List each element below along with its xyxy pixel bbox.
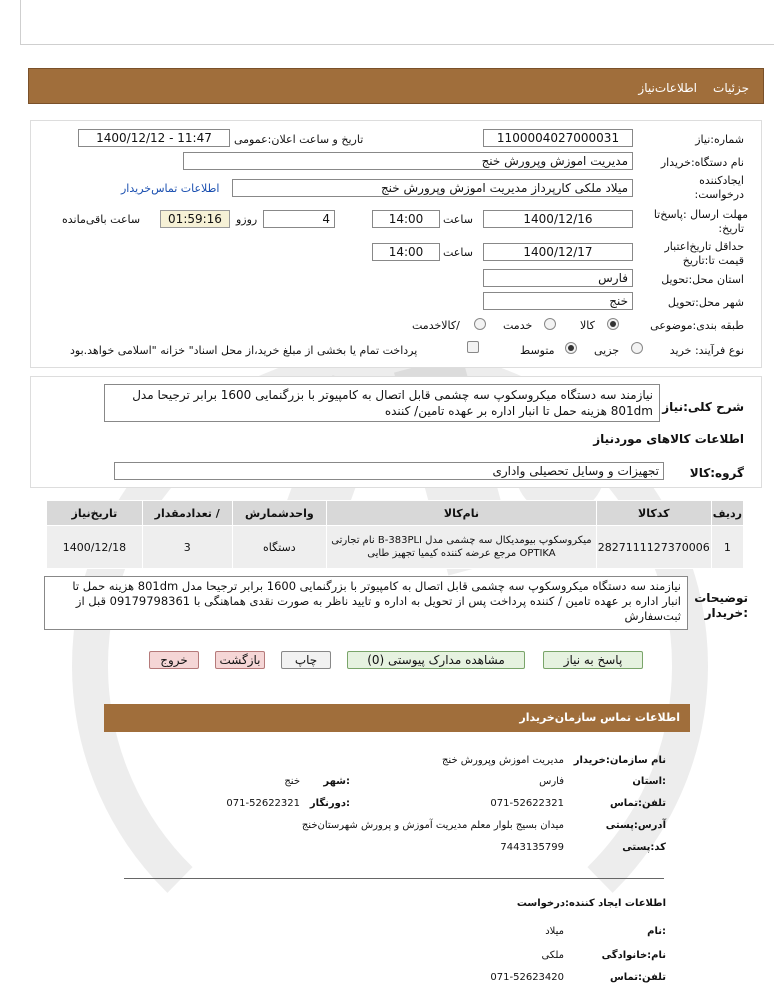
reply-button[interactable]: پاسخ به نیاز bbox=[543, 651, 643, 669]
process-medium-label: متوسط bbox=[520, 344, 555, 357]
col-name: نام‌کالا bbox=[327, 501, 597, 526]
process-label: نوع فرآیند: خرید bbox=[669, 344, 744, 357]
cell-date: 1400/12/18 bbox=[47, 526, 143, 569]
contact-fax: 071-52622321 bbox=[226, 798, 300, 809]
page-divider bbox=[20, 44, 774, 45]
days-field: 4 bbox=[263, 210, 335, 228]
validity-label-2: قیمت تا:تاریخ bbox=[682, 254, 744, 267]
deadline-label: مهلت ارسال :پاسخ‌تا bbox=[653, 208, 748, 221]
col-unit: واحدشمارش bbox=[232, 501, 327, 526]
tab-details[interactable]: جزئیات bbox=[713, 81, 749, 95]
deadline-label-2: تاریخ: bbox=[718, 222, 744, 235]
creator-field: میلاد ملکی کارپرداز مدیریت اموزش وپرورش خنج bbox=[232, 179, 633, 197]
remaining-time-label: ساعت باقی‌مانده bbox=[62, 213, 141, 226]
deadline-hour-label: ساعت bbox=[443, 213, 473, 226]
back-button[interactable]: بازگشت bbox=[215, 651, 265, 669]
general-desc-label: شرح کلی:نیاز bbox=[662, 400, 744, 414]
goods-group-field: تجهیزات و وسایل تحصیلی واداری bbox=[114, 462, 664, 480]
contact-city: خنج bbox=[284, 776, 300, 787]
buyer-org-field: مدیریت اموزش وپرورش خنج bbox=[183, 152, 633, 170]
contact-section-header bbox=[104, 704, 690, 732]
tab-header bbox=[28, 68, 764, 104]
contact-address: میدان بسیج بلوار معلم مدیریت آموزش و پرورش شهرستان‌خنج bbox=[301, 820, 564, 831]
need-number-field: 1100004027000031 bbox=[483, 129, 633, 147]
category-radio-goods-service[interactable] bbox=[474, 318, 486, 330]
category-label: طبقه بندی:موضوعی bbox=[650, 319, 744, 332]
province-field: فارس bbox=[483, 269, 633, 287]
col-row: ردیف bbox=[711, 501, 743, 526]
deadline-time-field: 14:00 bbox=[372, 210, 440, 228]
buyer-notes-field: نیازمند سه دستگاه میکروسکوپ سه چشمی قابل اتصال به کامپیوتر با بزرگنمایی 1600 برابر ترجیحا مدل 801dm هزینه حمل تا انبار اداره بر عهده تامین / کننده پرداخت پس از تحویل به اداره و تایید ناظر به صورت نقدی هماهنگی با 09179798361 قبل از ثبت‌سفارش bbox=[44, 576, 688, 630]
general-desc-field: نیازمند سه دستگاه میکروسکوپ سه چشمی قابل اتصال به کامپیوتر با بزرگنمایی 1600 برابر ترجیحا مدل 801dm هزینه حمل تا انبار اداره بر عهده تامین/ کننده bbox=[104, 384, 660, 422]
cell-name: میکروسکوپ بیومدیکال سه چشمی مدل B-383PLI نام تجارتی OPTIKA مرجع عرضه کننده کیمیا تجهیز طایی bbox=[327, 526, 597, 569]
treasury-checkbox[interactable] bbox=[467, 341, 479, 353]
process-minor-label: جزیی bbox=[594, 344, 620, 357]
creator-label-2: درخواست: bbox=[694, 188, 744, 201]
contact-postal: 7443135799 bbox=[500, 842, 564, 853]
process-radio-medium[interactable] bbox=[565, 342, 577, 354]
announce-label: تاریخ و ساعت اعلان:عمومی bbox=[234, 133, 364, 146]
buyer-notes-label-2: :خریدار bbox=[704, 606, 748, 620]
validity-label: حداقل تاریخ‌اعتبار bbox=[664, 240, 744, 253]
payment-note: پرداخت تمام یا بخشی از مبلغ خرید،از محل اسناد" خزانه "اسلامی خواهد.بود bbox=[70, 344, 418, 357]
buyer-notes-label: توضیحات bbox=[694, 591, 748, 605]
need-number-label: شماره:نیاز bbox=[695, 133, 744, 146]
province-label: استان محل:تحویل bbox=[661, 273, 744, 286]
remaining-time-field: 01:59:16 bbox=[160, 210, 230, 228]
creator-label: ایجادکننده bbox=[699, 174, 744, 187]
category-radio-goods[interactable] bbox=[607, 318, 619, 330]
cell-code: 2827111127370006 bbox=[596, 526, 711, 569]
creator-phone: 071-52623420 bbox=[490, 972, 564, 983]
creator-phone-label: تلفن:تماس bbox=[609, 972, 666, 983]
category-radio-service[interactable] bbox=[544, 318, 556, 330]
cell-row: 1 bbox=[711, 526, 743, 569]
buyer-org-label: نام دستگاه:خریدار bbox=[660, 156, 744, 169]
contact-fax-label: :دورنگار bbox=[309, 798, 350, 809]
col-code: کدکالا bbox=[596, 501, 711, 526]
creator-family-label: نام:خانوادگی bbox=[601, 950, 666, 961]
contact-postal-label: کد:پستی bbox=[622, 842, 666, 853]
contact-province-label: :استان bbox=[632, 776, 666, 787]
city-label: شهر محل:تحویل bbox=[667, 296, 744, 309]
validity-hour-label: ساعت bbox=[443, 246, 473, 259]
goods-title: اطلاعات کالاهای موردنیاز bbox=[593, 432, 744, 446]
table-row bbox=[47, 526, 744, 569]
contact-phone: 071-52622321 bbox=[490, 798, 564, 809]
col-qty: / تعدادمقدار bbox=[142, 501, 232, 526]
category-goods-service-label: /کالاخدمت bbox=[412, 319, 460, 332]
tab-need-info[interactable]: اطلاعات‌نیاز bbox=[638, 81, 697, 95]
creator-family: ملکی bbox=[541, 950, 564, 961]
contact-org-label: نام سازمان:خریدار bbox=[573, 755, 666, 766]
page-border bbox=[20, 0, 21, 44]
attachments-button[interactable]: مشاهده مدارک پیوستی (0) bbox=[347, 651, 525, 669]
contact-phone-label: تلفن:تماس bbox=[609, 798, 666, 809]
exit-button[interactable]: خروج bbox=[149, 651, 199, 669]
contact-divider bbox=[124, 878, 664, 879]
deadline-date-field: 1400/12/16 bbox=[483, 210, 633, 228]
creator-name-label: :نام bbox=[647, 926, 666, 937]
validity-date-field: 1400/12/17 bbox=[483, 243, 633, 261]
print-button[interactable]: چاپ bbox=[281, 651, 331, 669]
validity-time-field: 14:00 bbox=[372, 243, 440, 261]
creator-section-title: اطلاعات ایجاد کننده:درخواست bbox=[516, 898, 666, 909]
col-date: تاریخ‌نیاز bbox=[47, 501, 143, 526]
goods-table bbox=[46, 500, 744, 569]
cell-qty: 3 bbox=[142, 526, 232, 569]
table-header-row bbox=[47, 501, 744, 526]
contact-section-title: اطلاعات تماس سازمان‌خریدار bbox=[519, 711, 680, 724]
category-goods-label: کالا bbox=[580, 319, 595, 332]
contact-org: مدیریت اموزش وپرورش خنج bbox=[441, 755, 564, 766]
creator-name: میلاد bbox=[545, 926, 564, 937]
buyer-contact-link[interactable]: اطلاعات تماس‌خریدار bbox=[121, 182, 220, 195]
goods-group-label: گروه:کالا bbox=[689, 466, 744, 480]
announce-field: 1400/12/12 - 11:47 bbox=[78, 129, 230, 147]
contact-city-label: :شهر bbox=[323, 776, 350, 787]
process-radio-minor[interactable] bbox=[631, 342, 643, 354]
contact-address-label: آدرس:پستی bbox=[605, 820, 666, 831]
contact-province: فارس bbox=[539, 776, 564, 787]
category-service-label: خدمت bbox=[503, 319, 533, 332]
days-label: روزو bbox=[236, 213, 258, 226]
cell-unit: دستگاه bbox=[232, 526, 327, 569]
city-field: خنج bbox=[483, 292, 633, 310]
